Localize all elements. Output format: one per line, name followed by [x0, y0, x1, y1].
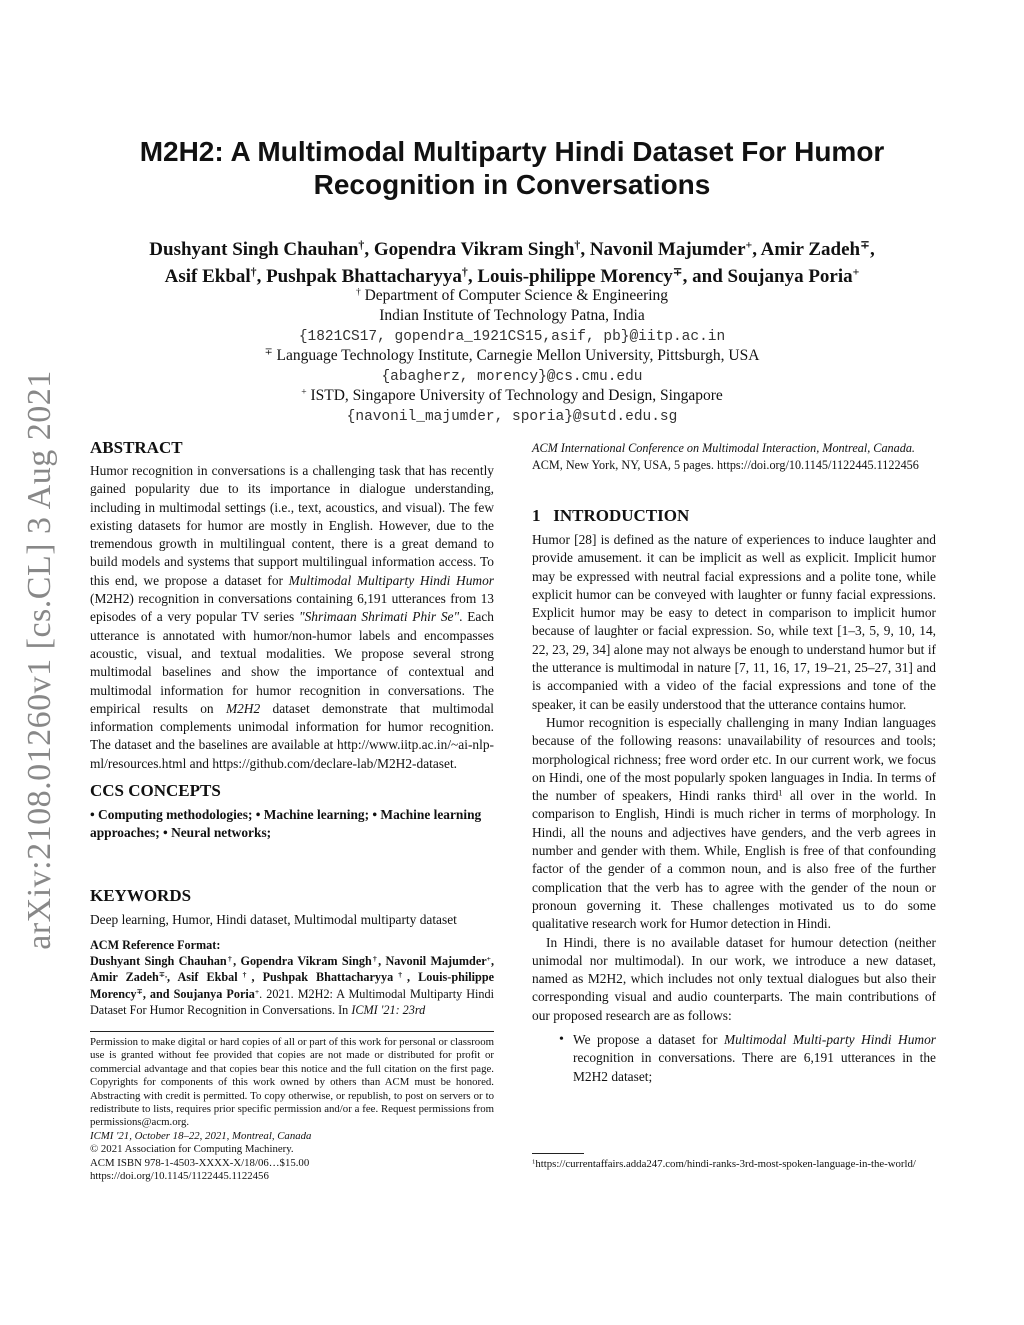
affiliation-iitp-emails: {1821CS17, gopendra_1921CS15,asif, pb}@iitp.ac.in: [298, 329, 726, 345]
author-list: [100, 236, 924, 290]
affiliation-sutd-emails: {navonil_majumder, sporia}@sutd.edu.sg: [346, 409, 678, 425]
affil-mark: ∓: [860, 238, 870, 252]
title-line-2: Recognition in Conversations: [313, 169, 711, 200]
author-name: Navonil Majumder: [589, 239, 746, 260]
acm-ref-conference: ACM International Conference on Multimodal Interaction, Montreal, Canada.: [532, 441, 915, 455]
abstract-section: [90, 437, 494, 773]
isbn-line: ACM ISBN 978-1-4503-XXXX-X/18/06…$15.00: [90, 1156, 310, 1169]
arxiv-id: arXiv:2108.01260v1 [cs.CL] 3 Aug 2021: [21, 370, 58, 950]
contribution-item: • We propose a dataset for Multimodal Multi-party Hindi Humor recognition in conversations. There are 6,191 utterances in the M2H2 dataset;: [559, 1032, 936, 1084]
author-name: Asif Ekbal: [164, 266, 251, 287]
affiliation-cmu-emails: {abagherz, morency}@cs.cmu.edu: [381, 369, 643, 385]
author-name: Soujanya Poria: [727, 266, 853, 287]
affil-mark: †: [574, 238, 581, 252]
acm-ref-publisher: ACM, New York, NY, USA, 5 pages. https://doi.org/10.1145/1122445.1122456: [532, 458, 919, 472]
intro-paragraph-1: Humor [28] is defined as the nature of experiences to induce laughter and provide amusement. it can be implicit as well as explicit. Implicit humor may be expressed with neutral facial expressions and a polite tone, while explicit humor can be conveyed with laughter or funny facial expressions. Explicit humor may be easy to detect in comparison to implicit humor because of laughter or facial expression. So, while text [1–3, 5, 9, 10, 14, 22, 23, 29, 34] alone may not always be enough to understand humor but if the utterance is multimodal in nature [7, 11, 16, 17, 19–21, 25–27, 31] and is accompanied with a video of the facial expressions and tone of the speaker, it can be easily understood that the utterance contains humor.: [532, 532, 936, 712]
acm-ref-continued: [532, 440, 936, 474]
footnote-url: https://currentaffairs.adda247.com/hindi-ranks-3rd-most-spoken-language-in-the-world/: [535, 1158, 916, 1170]
affiliation-iitp-address: Indian Institute of Technology Patna, India: [379, 307, 645, 324]
paper-title: [100, 135, 924, 201]
acm-ref-body: Dushyant Singh Chauhan†, Gopendra Vikram Singh†, Navonil Majumder+, Amir Zadeh∓,, Asif Ekbal†, Pushpak Bhattacharyya†, Louis-philippe Morency∓, and Soujanya Poria+. 2021. M2H2: A Multimodal Multiparty Hindi Dataset For Humor Recognition in Conversations. In ICMI '21: 23rd: [90, 954, 495, 1017]
conference-line: ICMI '21, October 18–22, 2021, Montreal, Canada: [90, 1129, 312, 1142]
intro-paragraph-3: In Hindi, there is no available dataset for humour detection (neither unimodal nor multimodal). In our work, we introduce a new dataset, named as M2H2, which includes not only textual dialogues but also their corresponding visual and audio counterparts. The main contributions of our proposed research are as follows:: [532, 934, 936, 1023]
copyright-line: © 2021 Association for Computing Machinery.: [90, 1143, 294, 1156]
author-name: Amir Zadeh: [760, 239, 861, 260]
arxiv-sidebar: [10, 360, 70, 960]
abstract-body: Humor recognition in conversations is a challenging task that has recently gained popularity due to its importance in dialogue understanding, including in multimodal settings (i.e., text, acoustics, and visual). The few existing datasets for humor are mostly in English. However, due to the tremendous growth in multilingual content, there is a great demand to build models and systems that support multilingual information access. To this end, we propose a dataset for Multimodal Multiparty Hindi Humor (M2H2) recognition in conversations containing 6,191 utterances from 13 episodes of a very popular TV series "Shrimaan Shrimati Phir Se". Each utterance is annotated with humor/non-humor labels and encompasses acoustic, visual, and textual modalities. We propose several strong multimodal baselines and show the importance of contextual and multimodal information for humor recognition in conversations. The empirical results on M2H2 dataset demonstrate that multimodal information complements unimodal information for humor recognition. The dataset and the baselines are available at http://www.iitp.ac.in/~ai-nlp-ml/resources.html and https://github.com/declare-lab/M2H2-dataset.: [90, 463, 494, 771]
author-line-2: Asif Ekbal†, Pushpak Bhattacharyya†, Louis-philippe Morency∓, and Soujanya Poria+: [164, 265, 860, 287]
acm-reference: [90, 937, 494, 1018]
author-line-1: Dushyant Singh Chauhan†, Gopendra Vikram Singh†, Navonil Majumder+, Amir Zadeh∓,: [149, 238, 875, 260]
footnote-1: $^1$https://currentaffairs.adda247.com/hindi-ranks-3rd-most-spoken-language-in-the-world/: [532, 1158, 916, 1170]
author-name: Louis-philippe Morency: [477, 266, 673, 287]
affil-mark: †: [250, 265, 257, 279]
affiliation-sutd: + ISTD, Singapore University of Technology and Design, Singapore: [301, 386, 723, 404]
copyright-block: [90, 1036, 494, 1183]
keywords-section: [90, 885, 494, 929]
author-name: Pushpak Bhattacharyya: [266, 266, 462, 287]
intro-paragraph-2: Humor recognition is especially challenging in many Indian languages because of the following reasons: unavailability of resources and tools; morphological richness; free word order etc. In our current work, we focus on Hindi, one of the most popularly spoken languages in India. In terms of the number of speakers, Hindi ranks third$^1$ all over in the world. In comparison to English, Hindi is much richer in terms of morphology. In Hindi, all the nouns and adjectives have genders, and the verb agrees in number and gender with them. While, English is free of that confounding factor of the gender of a common noun, and is also free of the further complication that the verb has to agree with the gender of the noun or pronoun governing it. These challenges motivated us to do some qualitative research work for Humor detection in Hindi.: [532, 714, 936, 932]
footnote-divider: [532, 1153, 584, 1154]
title-line-1: M2H2: A Multimodal Multiparty Hindi Dataset For Humor: [139, 136, 885, 167]
footer-divider: [90, 1031, 494, 1032]
doi-line: https://doi.org/10.1145/1122445.1122456: [90, 1170, 269, 1183]
ccs-section: [90, 780, 494, 843]
ccs-body: • Computing methodologies; • Machine learning; • Machine learning approaches; • Neural networks;: [90, 807, 482, 841]
bullet-icon: •: [559, 1032, 564, 1048]
affil-mark: †: [358, 238, 365, 252]
permission-notice: Permission to make digital or hard copies of all or part of this work for personal or classroom use is granted without fee provided that copies are not made or distributed for profit or commercial advantage and that copies bear this notice and the full citation on the first page. Copyrights for components of this work owned by others than ACM must be honored. Abstracting with credit is permitted. To copy otherwise, or republish, to post on servers or to redistribute to lists, requires prior specific permission and/or a fee. Request permissions from permissions@acm.org.: [90, 1036, 494, 1129]
affiliation-cmu: ∓ Language Technology Institute, Carnegie Mellon University, Pittsburgh, USA: [264, 346, 760, 364]
footnote-ref: 1: [778, 788, 783, 798]
author-name: Gopendra Vikram Singh: [373, 239, 575, 260]
affil-mark: +: [745, 238, 753, 252]
ccs-heading: CCS CONCEPTS: [90, 781, 221, 800]
introduction-heading: 1 INTRODUCTION: [532, 506, 690, 525]
affil-mark: †: [461, 265, 468, 279]
affil-mark: ∓: [672, 265, 683, 279]
affiliation-iitp: † Department of Computer Science & Engineering: [355, 286, 669, 304]
keywords-body: Deep learning, Humor, Hindi dataset, Multimodal multiparty dataset: [90, 912, 457, 927]
keywords-heading: KEYWORDS: [90, 886, 192, 905]
author-name: Dushyant Singh Chauhan: [149, 239, 359, 260]
affil-mark: +: [852, 265, 860, 279]
introduction-section: [532, 505, 936, 1086]
abstract-heading: ABSTRACT: [90, 438, 183, 457]
acm-ref-heading: ACM Reference Format:: [90, 938, 221, 952]
